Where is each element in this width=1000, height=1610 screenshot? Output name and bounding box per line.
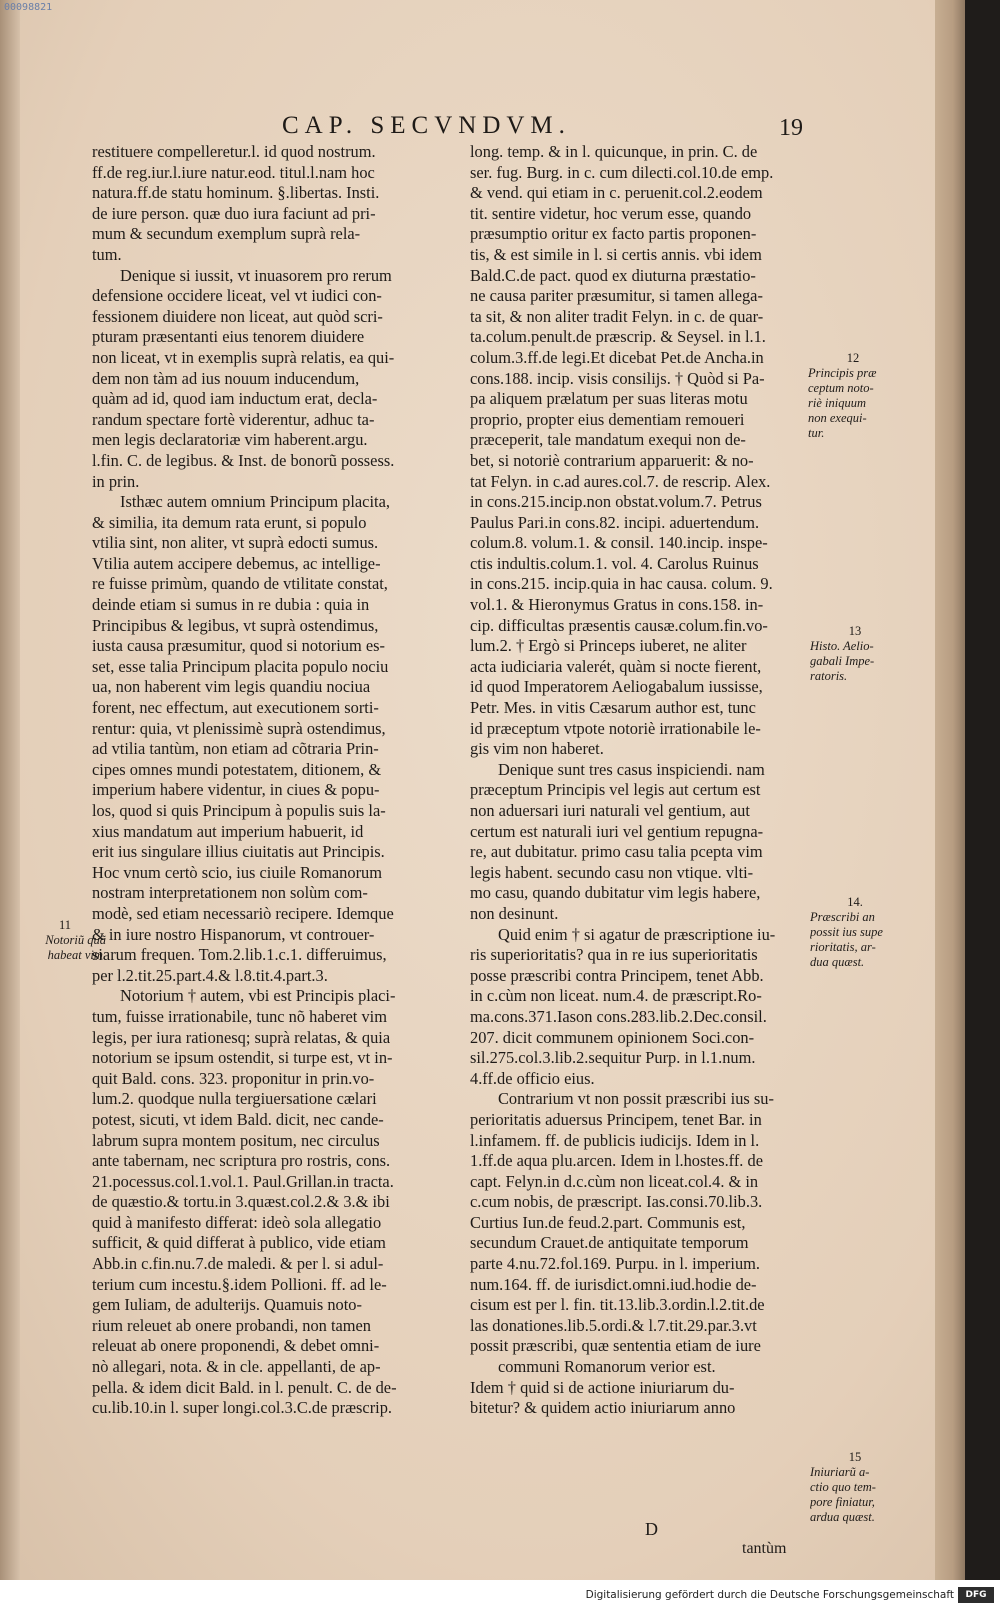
- text-line: Idem † quid si de actione iniuriarum du-: [470, 1377, 735, 1397]
- text-line: id præceptum vtpote notoriè irrationabile le-: [470, 718, 761, 738]
- text-line: xius mandatum aut imperium habuerit, id: [92, 821, 364, 841]
- text-line: las donationes.lib.5.ordi.& l.7.tit.29.par.3.vt: [470, 1315, 757, 1335]
- text-line: legis habent. secundo casu non vtique. vlti-: [470, 862, 754, 882]
- text-line: communi Romanorum verior est.: [498, 1357, 716, 1377]
- text-line: ma.cons.371.Iason cons.283.lib.2.Dec.consil.: [470, 1006, 767, 1026]
- text-line: de iure person. quæ duo iura faciunt ad pri-: [92, 203, 376, 223]
- text-line: Paulus Pari.in cons.82. incipi. aduertendum.: [470, 512, 760, 532]
- text-line: ris superioritatis? qua in re ius superioritatis: [470, 945, 758, 965]
- note-number: 13: [848, 624, 862, 638]
- marginal-note-13: [810, 624, 900, 684]
- note-line: non exequi-: [808, 411, 867, 425]
- text-line: pa aliquem prælatum per suas literas motu: [470, 389, 748, 409]
- text-line: rium releuet ab onere probandi, non tamen: [92, 1315, 371, 1335]
- text-line: in prin.: [92, 471, 140, 491]
- text-line: acta iudiciaria valerét, quàm si nocte fierent,: [470, 656, 762, 676]
- text-line: l.fin. C. de legibus. & Inst. de bonorũ possess.: [92, 450, 395, 470]
- text-line: 21.pocessus.col.1.vol.1. Paul.Grillan.in tracta.: [92, 1171, 394, 1191]
- text-line: proprio, propter eius dementiam remoueri: [470, 409, 745, 429]
- note-number: 12: [846, 351, 860, 365]
- funding-credit: Digitalisierung gefördert durch die Deutsche Forschungsgemeinschaft: [585, 1589, 954, 1601]
- text-line: potest, sicuti, vt idem Bald. dicit, nec cande-: [92, 1109, 384, 1129]
- text-line: Bald.C.de pact. quod ex diuturna præstatio-: [470, 265, 756, 285]
- text-line: de quæstio.& tortu.in 3.quæst.col.2.& 3.& ibi: [92, 1192, 390, 1212]
- text-line: fessionem diuidere non liceat, aut quòd scri-: [92, 306, 383, 326]
- text-column-left: [92, 142, 450, 1419]
- text-line: certum est naturali iuri vel gentium repugna-: [470, 821, 764, 841]
- text-column-right: [470, 142, 820, 1419]
- note-line: pore finiatur,: [810, 1495, 875, 1509]
- text-line: vtilia sint, non aliter, vt suprà edocti sumus.: [92, 533, 379, 553]
- text-line: Curtius Iun.de feud.2.part. Communis est,: [470, 1212, 746, 1232]
- text-line: los, quod si quis Principum à populis suis la-: [92, 801, 386, 820]
- text-line: rentur: quia, vt plenissimè suprà ostendimus,: [92, 718, 386, 738]
- text-line: mo casu, quando dubitatur vim legis habere,: [470, 883, 761, 903]
- note-line: tur.: [808, 426, 825, 440]
- text-line: tit. sentire videtur, hoc verum esse, quando: [470, 203, 752, 223]
- note-line: dua quæst.: [810, 955, 865, 969]
- note-line: Iniuriarũ a-: [810, 1465, 870, 1479]
- note-line: Præscribi an: [810, 910, 875, 924]
- note-line: gabali Impe-: [810, 654, 875, 668]
- text-line: bet, si notoriè contrarium apparuerit: & no-: [470, 450, 754, 470]
- text-line: gem Iuliam, de adulterijs. Quamuis noto-: [92, 1295, 362, 1315]
- text-line: quit Bald. cons. 323. proponitur in prin.vo-: [92, 1068, 375, 1088]
- note-line: ceptum noto-: [808, 381, 874, 395]
- marginal-note-15: [810, 1450, 900, 1525]
- text-line: tum.: [92, 244, 122, 264]
- text-line: Vtilia autem accipere debemus, ac intellige-: [92, 553, 381, 573]
- text-line: Quid enim † si agatur de præscriptione iu-: [498, 924, 776, 944]
- note-number: 14.: [847, 895, 863, 909]
- text-line: mum & secundum exemplum suprà rela-: [92, 224, 361, 244]
- text-line: 4.ff.de officio eius.: [470, 1068, 595, 1088]
- text-line: siarum frequen. Tom.2.lib.1.c.1. differuimus,: [92, 945, 387, 965]
- text-line: notorium se ipsum ostendit, si turpe est, vt in-: [92, 1048, 393, 1068]
- text-line: cons.188. incip. visis consilijs. † Quòd si Pa-: [470, 368, 765, 388]
- text-line: tis, & est simile in l. si certis annis. vbi idem: [470, 244, 762, 264]
- text-line: cisum est per l. fin. tit.13.lib.3.ordin.l.2.tit.de: [470, 1295, 765, 1315]
- text-line: erit ius singulare illius ciuitatis aut Principis.: [92, 842, 385, 862]
- text-line: id quod Imperatorem Aeliogabalum iussisse,: [470, 677, 763, 697]
- text-line: re, aut dubitatur. primo casu talia pcepta vim: [470, 842, 763, 862]
- text-line: Contrarium vt non possit præscribi ius su-: [498, 1089, 774, 1109]
- text-line: præsumptio oritur ex facto partis proponen-: [470, 224, 757, 244]
- scan-id: 00098821: [4, 2, 53, 13]
- text-line: 1.ff.de aqua plu.arcen. Idem in l.hostes.ff. de: [470, 1151, 763, 1171]
- text-line: natura.ff.de statu hominum. §.libertas. Insti.: [92, 183, 380, 203]
- text-line: re fuisse primùm, quando de vtilitate constat,: [92, 574, 388, 594]
- text-line: perioritatis aduersus Principem, tenet Bar. in: [470, 1109, 762, 1129]
- text-line: Isthæc autem omnium Principum placita,: [120, 492, 390, 512]
- text-line: defensione occidere liceat, vel vt iudici con-: [92, 286, 382, 306]
- text-line: ser. fug. Burg. in c. cum dilecti.col.10.de emp.: [470, 162, 774, 182]
- text-line: Denique si iussit, vt inuasorem pro rerum: [120, 265, 392, 285]
- note-line: Notoriũ quã: [45, 933, 106, 947]
- text-line: in cons.215. incip.quia in hac causa. colum. 9.: [470, 574, 773, 594]
- note-line: possit ius supe: [810, 925, 883, 939]
- text-line: sil.275.col.3.lib.2.sequitur Purp. in l.1.num.: [470, 1048, 756, 1068]
- text-line: gis vim non haberet.: [470, 739, 604, 759]
- text-line: cu.lib.10.in l. super longi.col.3.C.de præscrip.: [92, 1398, 393, 1418]
- note-line: Histo. Aelio-: [810, 639, 874, 653]
- text-line: men legis declaratoriæ vim haberent.argu.: [92, 430, 368, 450]
- text-line: modè, sed etiam necessariò recipere. Idemque: [92, 903, 394, 923]
- text-line: capt. Felyn.in d.c.cùm non liceat.col.4. & in: [470, 1171, 759, 1191]
- text-line: l.infamem. ff. de publicis iudicijs. Idem in l.: [470, 1130, 760, 1150]
- text-line: & similia, ita demum rata erunt, si populo: [92, 512, 367, 532]
- text-line: tat Felyn. in c.ad aures.col.7. de rescrip. Alex.: [470, 471, 771, 491]
- text-line: c.cum nobis, de præscript. Ias.consi.70.lib.3.: [470, 1192, 763, 1212]
- text-line: colum.3.ff.de legi.Et dicebat Pet.de Ancha.in: [470, 347, 764, 367]
- text-line: nò allegari, nota. & in cle. appellanti, de ap-: [92, 1357, 381, 1377]
- text-line: ua, non haberent vim legis quandiu nociua: [92, 677, 371, 697]
- text-line: imperium habere videntur, in ciues & popu-: [92, 780, 380, 800]
- text-line: Hoc vnum certò scio, ius ciuile Romanorum: [92, 862, 382, 882]
- text-line: in cons.215.incip.non obstat.volum.7. Petrus: [470, 492, 762, 512]
- binding-gutter: [0, 0, 20, 1580]
- text-line: sufficit, & quid differat à publico, vide etiam: [92, 1233, 386, 1253]
- marginal-note-14: [810, 895, 900, 970]
- note-line: rioritatis, ar-: [810, 940, 876, 954]
- text-line: secundum Crauet.de antiquitate temporum: [470, 1233, 749, 1253]
- note-number: 11: [58, 918, 72, 932]
- text-line: set, esse talia Principum placita populo nociu: [92, 656, 389, 676]
- text-line: Petr. Mes. in vitis Cæsarum author est, tunc: [470, 698, 756, 718]
- text-line: & in iure nostro Hispanorum, vt controuer-: [92, 924, 375, 944]
- note-number: 15: [848, 1450, 862, 1464]
- text-line: long. temp. & in l. quicunque, in prin. C. de: [470, 142, 758, 161]
- catchword: tantùm: [742, 1540, 787, 1557]
- text-line: ff.de reg.iur.l.iure natur.eod. titul.l.nam hoc: [92, 162, 375, 182]
- text-line: ta.colum.penult.de præscrip. & Seysel. in l.1.: [470, 327, 766, 347]
- text-line: releuat ab onere proponendi, & debet omni-: [92, 1336, 380, 1356]
- marginal-note-12: [808, 351, 898, 441]
- text-line: ne causa pariter præsumitur, si tamen allega-: [470, 286, 763, 306]
- text-line: num.164. ff. de iurisdict.omni.iud.hodie de-: [470, 1274, 757, 1294]
- text-line: Principibus & legibus, vt suprà ostendimus,: [92, 615, 379, 635]
- text-line: pturam præsentanti eius tenorem diuidere: [92, 327, 365, 347]
- text-line: quid à manifesto differat: ideò sola allegatio: [92, 1212, 382, 1232]
- text-line: iusta causa præsumitur, quod si notorium es-: [92, 636, 385, 656]
- text-line: bitetur? & quidem actio iniuriarum anno: [470, 1398, 736, 1418]
- note-line: ardua quæst.: [810, 1510, 875, 1524]
- text-line: non desinunt.: [470, 903, 559, 923]
- note-line: ctio quo tem-: [810, 1480, 876, 1494]
- text-line: per l.2.tit.25.part.4.& l.8.tit.4.part.3.: [92, 965, 328, 985]
- text-line: præceptum Principis vel legis aut certum est: [470, 780, 761, 800]
- marginal-note-11: [24, 918, 106, 963]
- text-line: posse præscribi contra Principem, tenet Abb.: [470, 965, 764, 985]
- page-edge: [935, 0, 965, 1580]
- text-line: quàm ad id, quod iam inductum erat, decla-: [92, 389, 378, 409]
- text-line: ctis indultis.colum.1. vol. 4. Carolus Ruinus: [470, 553, 759, 573]
- text-line: possit præscribi, quæ sententia etiam de iure: [470, 1336, 761, 1356]
- text-line: legis, per iura rationesq; suprà relatas, & quia: [92, 1027, 391, 1047]
- text-line: ante tabernam, nec scriptura pro rostris, cons.: [92, 1151, 391, 1171]
- text-line: non liceat, vt in exemplis suprà relatis, ea qui-: [92, 347, 395, 367]
- text-line: Abb.in c.fin.nu.7.de maledi. & per l. si adul-: [92, 1254, 384, 1274]
- text-line: ta sit, & non aliter tradit Felyn. in c. de quar-: [470, 306, 764, 326]
- note-line: riè iniquum: [808, 396, 866, 410]
- text-line: ad vtilia tantùm, non etiam ad cõtraria Prin-: [92, 739, 379, 759]
- text-line: in c.cùm non liceat. num.4. de præscript.Ro-: [470, 986, 762, 1006]
- text-line: labrum supra montem positum, nec circulus: [92, 1130, 380, 1150]
- text-line: deinde etiam si sumus in re dubia : quia in: [92, 595, 370, 615]
- text-line: restituere compelleretur.l. id quod nostrum.: [92, 142, 376, 161]
- text-line: dem non tàm ad ius nouum inducendum,: [92, 368, 360, 388]
- text-line: tum, fuisse irrationabile, tunc nõ haberet vim: [92, 1006, 387, 1026]
- text-line: terium cum incestu.§.idem Pollioni. ff. ad le-: [92, 1274, 387, 1294]
- text-line: Denique sunt tres casus inspiciendi. nam: [498, 759, 765, 779]
- text-line: parte 4.nu.72.fol.169. Purpu. in l. imperium.: [470, 1254, 760, 1274]
- text-line: randum spectare fortè viderentur, adhuc ta-: [92, 409, 375, 429]
- text-line: non aduersari iuri naturali vel gentium, aut: [470, 801, 750, 820]
- text-line: lum.2. † Ergò si Princeps iuberet, ne aliter: [470, 636, 747, 656]
- text-line: Notorium † autem, vbi est Principis placi-: [120, 986, 396, 1006]
- text-line: forent, nec effectum, aut executionem sorti-: [92, 698, 379, 718]
- text-line: colum.8. volum.1. & consil. 140.incip. inspe-: [470, 533, 768, 553]
- note-line: ratoris.: [810, 669, 848, 683]
- page-number: 19: [779, 115, 803, 141]
- note-line: habeat vim.: [47, 948, 106, 962]
- text-line: pella. & idem dicit Bald. in l. penult. C. de de-: [92, 1377, 397, 1397]
- text-line: vol.1. & Hieronymus Gratus in cons.158. in-: [470, 595, 764, 615]
- text-line: cip. difficultas præsentis causæ.colum.fin.vo-: [470, 615, 768, 635]
- text-line: 207. dicit communem opinionem Soci.con-: [470, 1027, 755, 1047]
- signature-mark: D: [645, 1519, 658, 1539]
- digitization-footer: [0, 1580, 1000, 1610]
- text-line: & vend. qui etiam in c. peruenit.col.2.eodem: [470, 183, 763, 203]
- text-line: nostram interpretationem non solùm com-: [92, 883, 368, 903]
- note-line: Principis præ: [808, 366, 877, 380]
- text-line: præceperit, tale mandatum exequi non de-: [470, 430, 746, 450]
- dfg-logo: DFG: [958, 1587, 994, 1603]
- text-line: lum.2. quodque nulla tergiuersatione cælari: [92, 1089, 377, 1109]
- text-line: cipes omnes mundi potestatem, ditionem, &: [92, 759, 382, 779]
- running-head: CAP. SECVNDVM.: [282, 112, 571, 139]
